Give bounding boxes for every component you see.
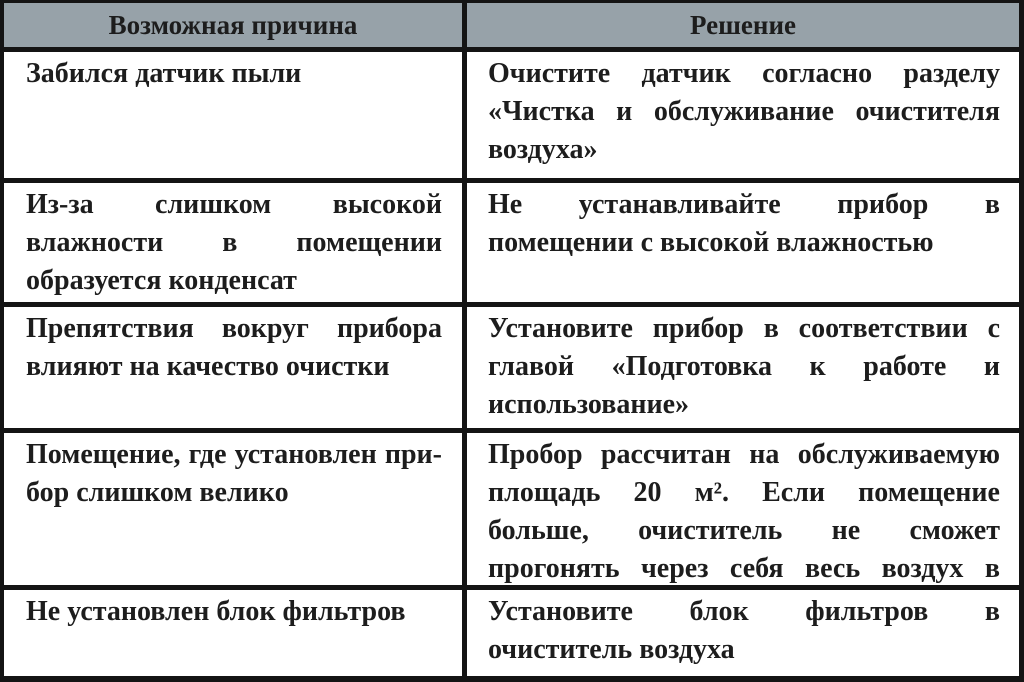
troubleshooting-table [4, 3, 1019, 676]
column-header-cause: Возможная причина [4, 3, 462, 47]
solution-cell-row-4: Пробор рассчитан на обслуживаемую площадь 20 м². Если помещение больше, очиститель не сможет прогонять через себя весь воздух в [467, 433, 1019, 585]
column-header-solution: Решение [467, 3, 1019, 47]
cause-cell-row-1: Забился датчик пыли [4, 52, 462, 178]
cause-cell-row-2: Из-за слишком высокой влажности в помещении образуется конденсат [4, 183, 462, 302]
cause-cell-row-3: Препятствия вокруг прибора влияют на качество очистки [4, 307, 462, 428]
solution-cell-row-3: Установите прибор в соответствии с главой «Подготовка к работе и использование» [467, 307, 1019, 428]
cause-cell-row-4: Помещение, где установлен прибор слишком велико [4, 433, 462, 585]
solution-cell-row-1: Очистите датчик согласно разделу «Чистка и обслуживание очистителя воздуха» [467, 52, 1019, 178]
cause-cell-row-5: Не установлен блок фильтров [4, 590, 462, 676]
solution-cell-row-2: Не устанавливайте прибор в помещении с высокой влажностью [467, 183, 1019, 302]
solution-cell-row-5: Установите блок фильтров в очиститель воздуха [467, 590, 1019, 676]
